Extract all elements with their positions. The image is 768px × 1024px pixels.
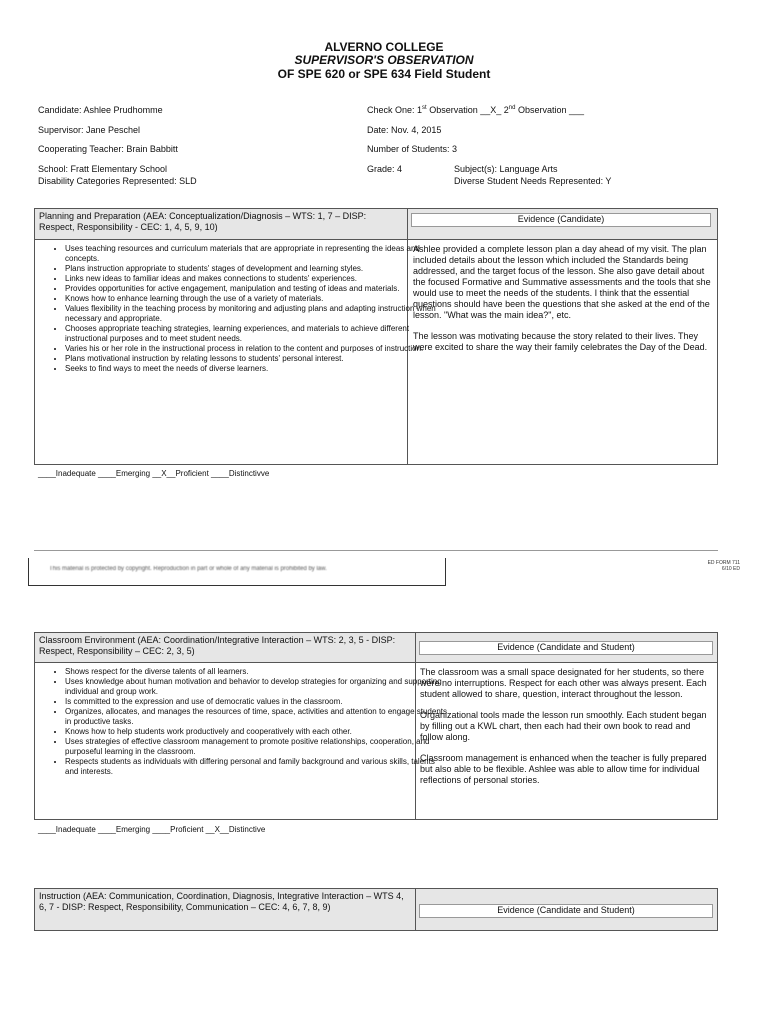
criteria-item: • Values flexibility in the teaching process by monitoring and adjusting plans and adapting instruction when necessary and appropriate.: [65, 304, 440, 324]
criteria-item: • Shows respect for the diverse talents of all learners.: [65, 667, 447, 677]
planning-preparation-table: [34, 208, 718, 465]
criteria-item: • Plans instruction appropriate to students' stages of development and learning styles.: [65, 264, 440, 274]
criteria-item: • Respects students as individuals with differing personal and family background and various skills, talents and interests.: [65, 757, 447, 777]
criteria-item: • Uses strategies of effective classroom management to promote positive relationships, cooperation, and purposeful learning in the classroom.: [65, 737, 447, 757]
instruction-heading: Instruction (AEA: Communication, Coordination, Diagnosis, Integrative Interaction – WTS 4, 6, 7 - DISP: Respect, Responsibility, Communication – CEC: 4, 6, 7, 8, 9): [35, 889, 415, 930]
school-field: School: Fratt Elementary School: [38, 164, 168, 174]
criteria-item: • Chooses appropriate teaching strategies, learning experiences, and materials to achieve different instructional purposes and to meet student needs.: [65, 324, 440, 344]
check-one-text: Observation ___: [515, 105, 584, 115]
form-code-number: ED FORM 711: [707, 560, 740, 566]
date-field: Date: Nov. 4, 2015: [367, 125, 442, 135]
form-code-date: 6/10 ED: [721, 566, 740, 572]
check-one-text: Check One: 1: [367, 105, 423, 115]
observation-check-field: [367, 105, 584, 116]
environment-rating: ____Inadequate ____Emerging ____Proficient __X__Distinctive: [38, 825, 266, 834]
criteria-item: • Is committed to the expression and use of democratic values in the classroom.: [65, 697, 447, 707]
criteria-item: • Knows how to enhance learning through the use of a variety of materials.: [65, 294, 440, 304]
evidence-paragraph: Organizational tools made the lesson run smoothly. Each student began by filling out a KWL chart, then each had their own book to read and follow along.: [420, 710, 707, 742]
evidence-paragraph: The classroom was a small space designated for her students, so there were no interruptions. Respect for each other was always present. Each student allowed to share, question, interact throughout the lesson.: [420, 667, 707, 699]
candidate-field: Candidate: Ashlee Prudhomme: [38, 105, 163, 115]
criteria-item: • Knows how to help students work productively and cooperatively with each other.: [65, 727, 447, 737]
grade-field: Grade: 4: [367, 164, 403, 174]
environment-criteria-list: [27, 667, 447, 777]
criteria-item: • Varies his or her role in the instructional process in relation to the content and purposes of instruction.: [65, 344, 440, 354]
college-name: ALVERNO COLLEGE: [324, 40, 444, 54]
diverse-needs-field: Diverse Student Needs Represented: Y: [454, 176, 612, 186]
evidence-heading: Evidence (Candidate and Student): [419, 641, 713, 655]
form-code: [708, 560, 740, 572]
number-of-students-field: Number of Students: 3: [367, 144, 458, 154]
criteria-item: • Provides opportunities for active engagement, manipulation and testing of ideas and materials.: [65, 284, 440, 294]
criteria-item: • Seeks to find ways to meet the needs of diverse learners.: [65, 364, 440, 374]
check-one-text: Observation __X_ 2: [426, 105, 509, 115]
criteria-item: • Uses teaching resources and curriculum materials that are appropriate in representing the ideas and concepts.: [65, 244, 440, 264]
evidence-heading: Evidence (Candidate): [411, 213, 711, 227]
planning-criteria-list: [27, 244, 440, 374]
evidence-paragraph: The lesson was motivating because the story related to their lives. They were excited to share the way their family celebrates the Day of the Dead.: [413, 331, 708, 352]
evidence-paragraph: Classroom management is enhanced when the teacher is fully prepared but also able to be flexible. Ashlee was able to allow time for individual reflections of personal stories.: [420, 753, 707, 785]
criteria-item: • Links new ideas to familiar ideas and makes connections to students' experiences.: [65, 274, 440, 284]
copyright-notice: This material is protected by copyright. Reproduction in part or whole of any material is prohibited by law.: [49, 566, 327, 572]
ordinal-suffix: st: [422, 105, 427, 111]
planning-evidence-text: [413, 244, 713, 363]
criteria-item: • Organizes, allocates, and manages the resources of time, space, activities and attention to engage students in productive tasks.: [65, 707, 447, 727]
evidence-heading: Evidence (Candidate and Student): [419, 904, 713, 918]
criteria-item: • Plans motivational instruction by relating lessons to students' personal interest.: [65, 354, 440, 364]
ordinal-suffix: nd: [508, 105, 516, 111]
classroom-environment-table: [34, 632, 718, 820]
copyright-notice-box: [28, 558, 446, 586]
form-subtitle: OF SPE 620 or SPE 634 Field Student: [277, 67, 491, 81]
criteria-item: • Uses knowledge about human motivation and behavior to develop strategies for organizing and supporting individual and group work.: [65, 677, 447, 697]
instruction-table: [34, 888, 718, 931]
evidence-paragraph: Ashlee provided a complete lesson plan a day ahead of my visit. The plan included details about the lesson which included the Standards being addressed, and the target focus of the lesson. She also gave detail about the focused Formative and Summative assessments and the tools that she would use to meet the needs of the students. I think that the essential questions should have been the questions that she asked at the end of the lesson. "What was the main idea?", etc.: [413, 244, 711, 320]
page-divider: [34, 550, 718, 551]
environment-evidence-text: [420, 667, 715, 796]
classroom-environment-heading: Classroom Environment (AEA: Coordination/Integrative Interaction – WTS: 2, 3, 5 - DISP: Respect, Responsibility – CEC: 2, 3, 5): [35, 633, 415, 663]
column-divider: [415, 889, 416, 930]
planning-rating: ____Inadequate ____Emerging __X__Proficient ____Distinctivve: [38, 469, 270, 478]
subjects-field: Subject(s): Language Arts: [454, 164, 558, 174]
cooperating-teacher-field: Cooperating Teacher: Brain Babbitt: [38, 144, 178, 154]
supervisor-field: Supervisor: Jane Peschel: [38, 125, 141, 135]
form-title: SUPERVISOR'S OBSERVATION: [294, 53, 474, 67]
disability-categories-field: Disability Categories Represented: SLD: [38, 176, 197, 186]
planning-preparation-heading: Planning and Preparation (AEA: Conceptualization/Diagnosis – WTS: 1, 7 – DISP: Respect, Responsibility - CEC: 1, 4, 5, 9, 10): [35, 209, 407, 240]
